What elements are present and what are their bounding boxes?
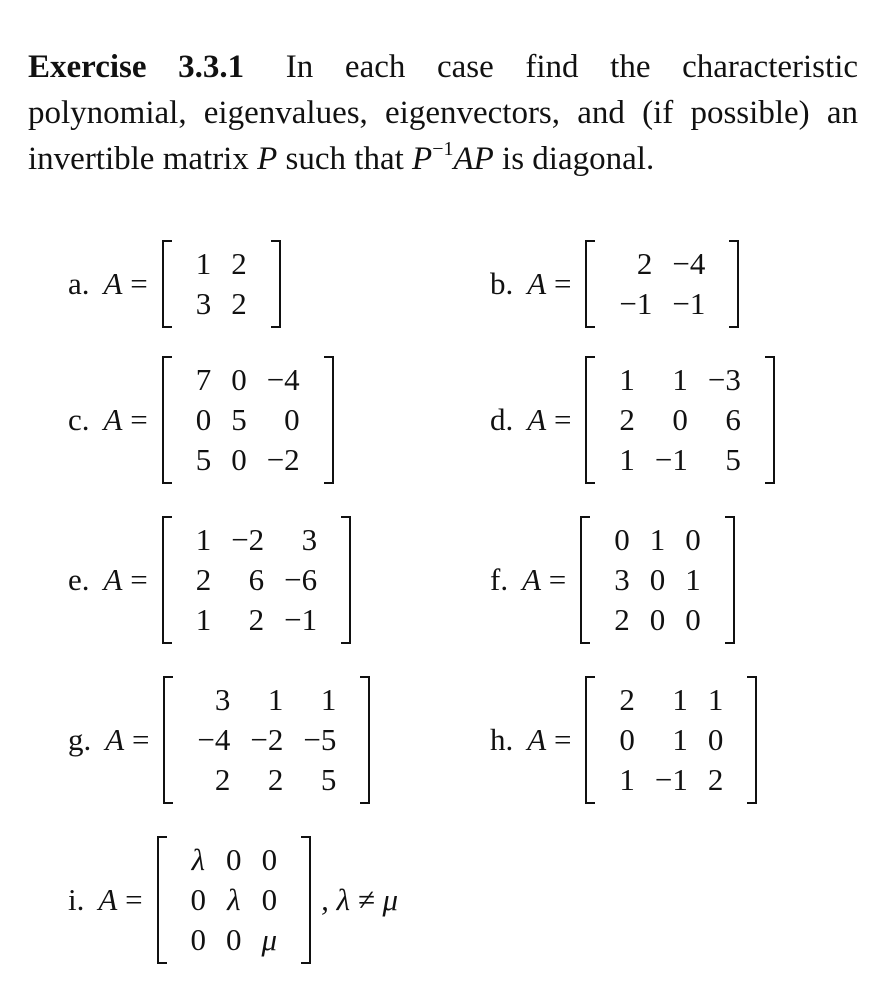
matrix-entry: 2 xyxy=(619,402,635,437)
equals-sign: = xyxy=(553,266,572,301)
part-c xyxy=(68,356,334,484)
matrix-entry: 1 xyxy=(195,522,212,557)
matrix-entry: 6 xyxy=(725,402,741,437)
matrix-entry: −4 xyxy=(197,722,231,757)
equals-sign: = xyxy=(553,722,572,757)
matrix-entry: 0 xyxy=(649,602,666,637)
equals-sign: = xyxy=(131,722,150,757)
matrix-symbol: A xyxy=(522,562,542,597)
matrix xyxy=(585,676,757,804)
matrix-entry: 2 xyxy=(267,762,284,797)
part-label: c. xyxy=(68,402,90,437)
matrix-entry: 0 xyxy=(707,722,724,757)
matrix-symbol: A xyxy=(98,882,118,917)
matrix-entry: −2 xyxy=(250,722,284,757)
matrix-entry: 5 xyxy=(725,442,741,477)
matrix-entry: 1 xyxy=(195,602,212,637)
matrix-entry: 3 xyxy=(614,562,630,597)
matrix-entry: 0 xyxy=(226,842,242,877)
matrix-entry: 0 xyxy=(190,922,207,957)
part-b xyxy=(490,240,739,328)
matrix-row xyxy=(604,560,711,600)
matrix-symbol: A xyxy=(103,402,123,437)
matrix-equation-lhs xyxy=(527,402,571,438)
expr-p: P xyxy=(412,141,433,177)
matrix-entry: 5 xyxy=(320,762,337,797)
matrix-entry: −5 xyxy=(303,722,337,757)
part-label: e. xyxy=(68,562,90,597)
matrix-entry: 0 xyxy=(619,722,635,757)
matrix-entry: 0 xyxy=(672,402,688,437)
matrix-entry: λ xyxy=(191,842,206,877)
matrix-equation-lhs xyxy=(104,266,148,302)
matrix-symbol: A xyxy=(527,266,547,301)
matrix-entry: −4 xyxy=(672,246,706,281)
equals-sign: = xyxy=(130,402,148,437)
matrix-entry: 0 xyxy=(685,602,701,637)
matrix-entry: 1 xyxy=(649,522,666,557)
part-label: a. xyxy=(68,266,90,301)
matrix-entry: 6 xyxy=(248,562,265,597)
matrix-entry: 1 xyxy=(707,682,724,717)
matrix-row xyxy=(609,720,733,760)
matrix-entry: 5 xyxy=(231,402,247,437)
matrix-entry: 0 xyxy=(614,522,630,557)
matrix-entry: −2 xyxy=(266,442,300,477)
matrix-entry: 7 xyxy=(195,362,212,397)
exercise-title: Exercise 3.3.1 xyxy=(28,49,245,85)
matrix-entry: 1 xyxy=(267,682,284,717)
matrix-entry: 0 xyxy=(284,402,300,437)
matrix-entry: 2 xyxy=(231,246,247,281)
matrix-entry: 0 xyxy=(649,562,666,597)
matrix-symbol: A xyxy=(527,402,547,437)
matrix-entry: −3 xyxy=(707,362,741,397)
part-label: b. xyxy=(490,266,514,301)
matrix-entry: 0 xyxy=(261,842,278,877)
matrix-entry: 1 xyxy=(685,562,701,597)
matrix xyxy=(162,356,334,484)
matrix-equation-lhs xyxy=(104,562,148,598)
part-h xyxy=(490,676,757,804)
matrix xyxy=(162,240,281,328)
expr-exponent: −1 xyxy=(432,138,454,160)
matrix xyxy=(163,676,370,804)
matrix-row xyxy=(186,600,327,640)
matrix-entry: 0 xyxy=(190,882,207,917)
matrix-row xyxy=(186,560,327,600)
matrix-entry: 1 xyxy=(672,682,688,717)
matrix-row xyxy=(609,360,750,400)
matrix-entry: 2 xyxy=(214,762,231,797)
matrix-symbol: A xyxy=(103,562,123,597)
variable-p: P xyxy=(257,141,278,177)
matrix-row xyxy=(609,244,715,284)
equals-sign: = xyxy=(130,562,148,597)
matrix-row xyxy=(186,520,327,560)
matrix xyxy=(157,836,312,964)
matrix-row xyxy=(187,680,346,720)
matrix-entry: −1 xyxy=(284,602,318,637)
part-g xyxy=(68,676,370,804)
matrix-equation-lhs xyxy=(522,562,566,598)
matrix-entry: 5 xyxy=(195,442,212,477)
matrix-entry: 0 xyxy=(195,402,212,437)
matrix-entry: −1 xyxy=(654,762,688,797)
matrix-row xyxy=(186,400,310,440)
matrix-entry: 1 xyxy=(195,246,212,281)
matrix-row xyxy=(609,760,733,800)
matrix-entry: 0 xyxy=(685,522,701,557)
matrix-row xyxy=(604,520,711,560)
expr-ap: AP xyxy=(453,141,494,177)
matrix-symbol: A xyxy=(105,722,125,757)
matrix-entry: −6 xyxy=(284,562,318,597)
part-label: f. xyxy=(490,562,509,597)
matrix-entry: 2 xyxy=(619,682,635,717)
matrix-entry: 2 xyxy=(195,562,212,597)
matrix-row xyxy=(181,840,288,880)
matrix-entry: 3 xyxy=(301,522,318,557)
matrix-row xyxy=(187,760,346,800)
part-label: h. xyxy=(490,722,514,757)
matrix-entry: 1 xyxy=(619,762,635,797)
matrix-entry: 1 xyxy=(619,442,635,477)
matrix-entry: 0 xyxy=(231,442,247,477)
matrix-equation-lhs xyxy=(104,402,148,438)
equals-sign: = xyxy=(125,882,143,917)
matrix-symbol: A xyxy=(103,266,123,301)
matrix-row xyxy=(609,440,750,480)
matrix-row xyxy=(187,720,346,760)
matrix xyxy=(585,240,739,328)
exercise-text-mid: such that xyxy=(285,141,404,177)
matrix-entry: 0 xyxy=(226,922,242,957)
matrix-row xyxy=(609,680,733,720)
matrix-entry: 1 xyxy=(619,362,635,397)
matrix-entry: 3 xyxy=(195,286,212,321)
matrix-equation-lhs xyxy=(527,722,571,758)
matrix xyxy=(162,516,351,644)
equals-sign: = xyxy=(553,402,572,437)
matrix-entry: 2 xyxy=(231,286,247,321)
part-label: g. xyxy=(68,722,92,757)
matrix-row xyxy=(186,244,257,284)
exercise-text-end: is diagonal. xyxy=(502,141,655,177)
matrix-row xyxy=(604,600,711,640)
matrix-entry: 2 xyxy=(707,762,724,797)
part-a xyxy=(68,240,281,328)
condition-text: , λ ≠ μ xyxy=(321,882,399,917)
exercise-text: In each case find the characteristic polynomial, eigenvalues, eigenvectors, and (if possible) an invertible matrix xyxy=(28,49,859,177)
matrix-equation-lhs xyxy=(527,266,571,302)
matrix-entry: −4 xyxy=(266,362,300,397)
matrix xyxy=(580,516,735,644)
matrix-entry: 2 xyxy=(614,602,630,637)
matrix-row xyxy=(181,880,288,920)
part-d xyxy=(490,356,775,484)
equals-sign: = xyxy=(548,562,567,597)
matrix-equation-lhs xyxy=(98,882,142,918)
matrix-entry: −1 xyxy=(619,286,653,321)
matrix-entry: 0 xyxy=(231,362,247,397)
matrix-row xyxy=(186,284,257,324)
matrix-row xyxy=(186,440,310,480)
matrix-equation-lhs xyxy=(105,722,149,758)
part-e xyxy=(68,516,351,644)
exercise-statement xyxy=(28,44,858,182)
matrix-entry: μ xyxy=(261,922,278,957)
matrix-entry: λ xyxy=(227,882,241,917)
inverse-expression xyxy=(412,138,494,177)
part-f xyxy=(490,516,735,644)
matrix-row xyxy=(609,400,750,440)
matrix-row xyxy=(186,360,310,400)
matrix-entry: 2 xyxy=(248,602,265,637)
equals-sign: = xyxy=(130,266,148,301)
matrix-entry: 3 xyxy=(214,682,231,717)
matrix xyxy=(585,356,774,484)
part-i xyxy=(68,836,398,964)
matrix-row xyxy=(609,284,715,324)
matrix-entry: 1 xyxy=(672,362,688,397)
part-label: d. xyxy=(490,402,514,437)
part-label: i. xyxy=(68,882,85,917)
matrix-row xyxy=(181,920,288,960)
matrix-entry: −1 xyxy=(654,442,688,477)
matrix-entry: 1 xyxy=(672,722,688,757)
matrix-entry: −1 xyxy=(672,286,706,321)
matrix-symbol: A xyxy=(527,722,547,757)
matrix-entry: 1 xyxy=(320,682,337,717)
matrix-entry: −2 xyxy=(231,522,265,557)
matrix-entry: 2 xyxy=(636,246,653,281)
matrix-entry: 0 xyxy=(261,882,278,917)
